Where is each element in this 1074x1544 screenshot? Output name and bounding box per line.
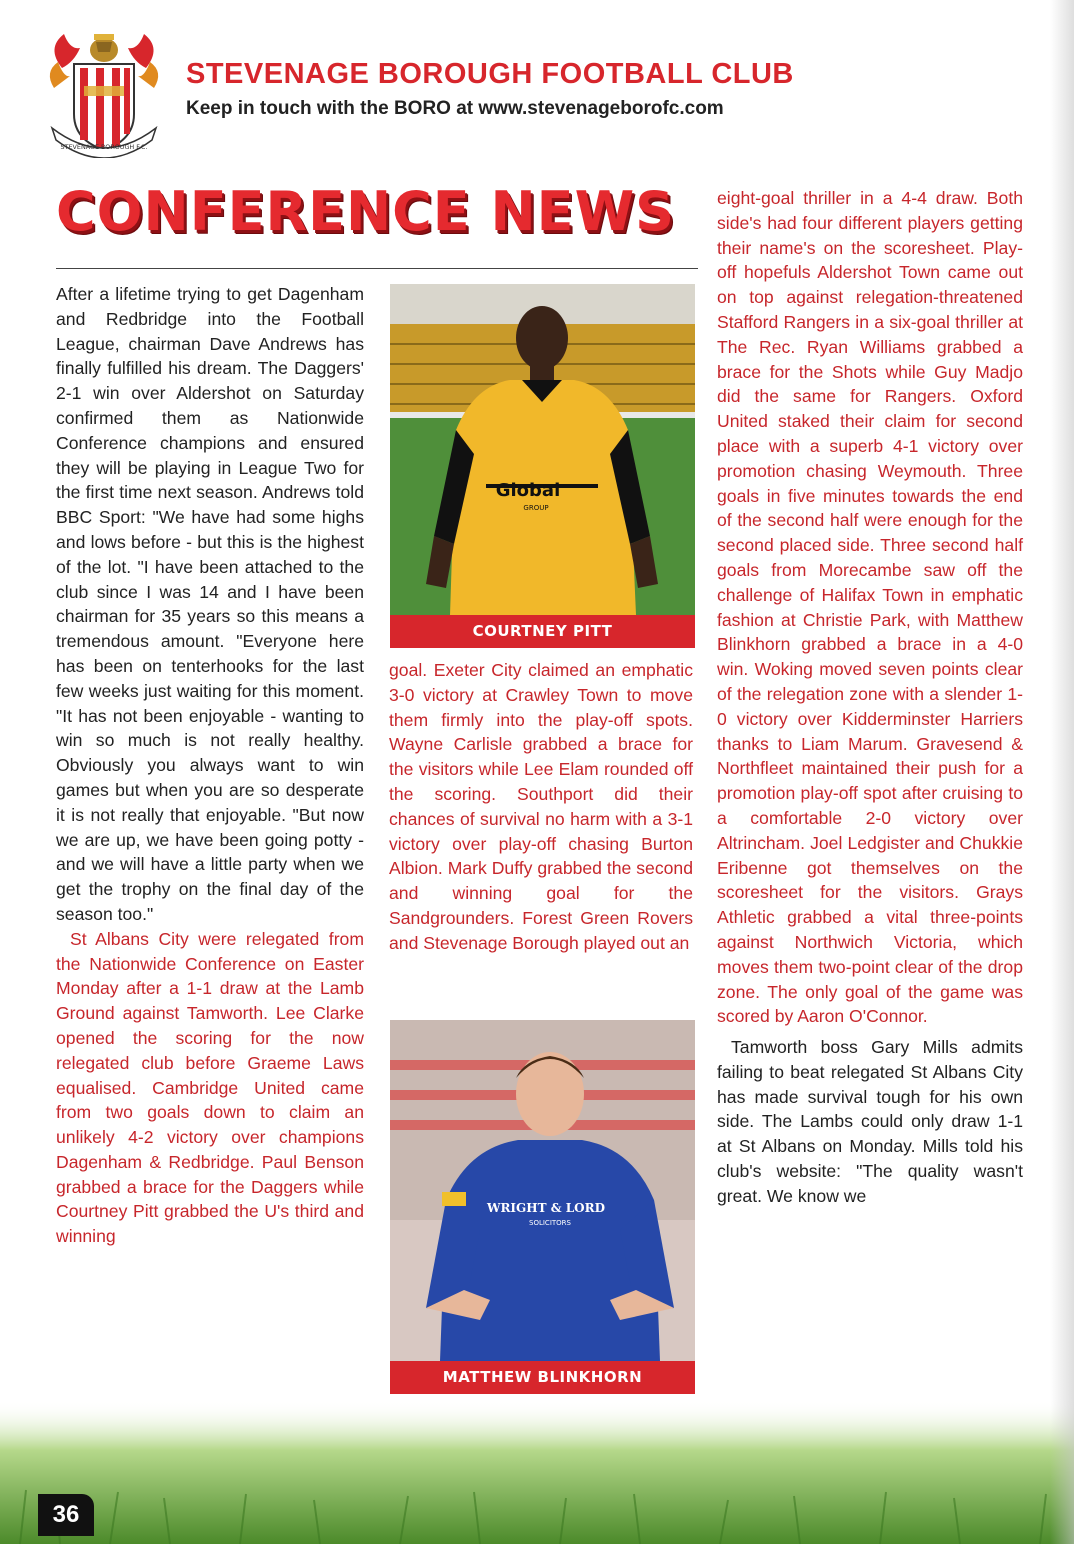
headline-divider: [56, 268, 698, 269]
article-paragraph: After a lifetime trying to get Dagenham and Redbridge into the Football League, chairman Dave Andrews has finally fulfilled his dream. The Daggers' 2-1 win over Aldershot on Saturday confirmed them as Nationwide Conference champions and ensured they will be playing in League Two for the first time next season. Andrews told BBC Sport: "We have had some highs and lows before - but this is the highest of the lot. "I have been attached to the club since I was 14 and I have been chairman for 35 years so this means a tremendous amount. "Everyone here has been on tenterhooks for the last few weeks just waiting for this moment. "It has not been enjoyable - wanting to win so much is not really healthy. Obviously you always want to win games but when you are so desperate it is not really that enjoyable. "But now we are up, we have been going potty - and we will have a little party when we get the trophy on the final day of the season too.": [56, 284, 364, 924]
shirt-sponsor: WRIGHT & LORD: [486, 1201, 606, 1215]
crest-shield: [74, 64, 134, 150]
shirt-sponsor: Global: [495, 480, 561, 501]
page-number: 36: [38, 1494, 94, 1536]
article-column-3: [717, 186, 1023, 1209]
article-paragraph: eight-goal thriller in a 4-4 draw. Both side's had four different players getting their name's on the scoresheet. Play-off hopefuls Aldershot Town came out on top against relegation-threatened Stafford Rangers in a six-goal thriller at The Rec. Ryan Williams grabbed a brace for the Shots while Guy Madjo did the same for Rangers. Oxford United staked their claim for second place with a superb 4-1 victory over promotion chasing Weymouth. Three goals in five minutes towards the end of the second half were enough for the second placed side. Three second half goals from Morecambe saw off the challenge of Halifax Town in emphatic fashion at Christie Park, with Matthew Blinkhorn grabbed a brace in a 4-0 win. Woking moved seven points clear of the relegation zone with a slender 1-0 victory over Kidderminster Harriers thanks to Liam Marum. Gravesend & Northfleet maintained their push for a promotion play-off spot after cruising to a comfortable 2-0 victory over Altrincham. Joel Ledgister and Chukkie Eribenne got themselves on the scoresheet for the visitors. Grays Athletic grabbed a vital three-points against Northwich Victoria, which moves them two-point clear of the drop zone. The only goal of the game was scored by Aaron O'Connor.: [717, 188, 1023, 1027]
photo-caption: COURTNEY PITT: [390, 615, 695, 648]
club-tagline: Keep in touch with the BORO at www.stevenageborofc.com: [186, 98, 724, 119]
article-paragraph: goal. Exeter City claimed an emphatic 3-0 victory at Crawley Town to move them firmly into the play-off spots. Wayne Carlisle grabbed a brace for the visitors while Lee Elam rounded off the scoring. Southport did their chances of survival no harm with a 3-1 victory over play-off chasing Burton Albion. Mark Duffy grabbed the second and winning goal for the Sandgrounders. Forest Green Rovers and Stevenage Borough played out an: [389, 660, 693, 953]
crest-helmet: [90, 34, 118, 62]
photo-matthew-blinkhorn: [390, 1020, 695, 1361]
photo-courtney-pitt: [390, 284, 695, 615]
photo-caption: MATTHEW BLINKHORN: [390, 1361, 695, 1394]
article-paragraph: St Albans City were relegated from the Nationwide Conference on Easter Monday after a 1-1 draw at the Lamb Ground against Tamworth. Lee Clarke opened the scoring for the now relegated club before Graeme Laws equalised. Cambridge United came from two goals down to claim an unlikely 4-2 victory over champions Dagenham & Redbridge. Paul Benson grabbed a brace for the Daggers while Courtney Pitt grabbed the U's third and winning: [56, 928, 364, 1247]
svg-text:SOLICITORS: SOLICITORS: [529, 1219, 571, 1227]
article-column-1: [56, 282, 364, 1249]
headline: CONFERENCE NEWS: [56, 180, 676, 243]
svg-text:GROUP: GROUP: [523, 504, 549, 512]
page-edge-shadow: [1050, 0, 1074, 1544]
club-name: STEVENAGE BOROUGH FOOTBALL CLUB: [186, 58, 794, 90]
crest-motto: STEVENAGE BOROUGH F.C.: [60, 143, 148, 151]
article-column-2: [389, 658, 693, 956]
club-crest: [44, 28, 164, 158]
article-paragraph: Tamworth boss Gary Mills admits failing to beat relegated St Albans City has made survival tough for his own side. The Lambs could only draw 1-1 at St Albans on Monday. Mills told his club's website: "The quality wasn't great. We know we: [717, 1037, 1023, 1206]
grass-footer: [0, 1400, 1074, 1544]
